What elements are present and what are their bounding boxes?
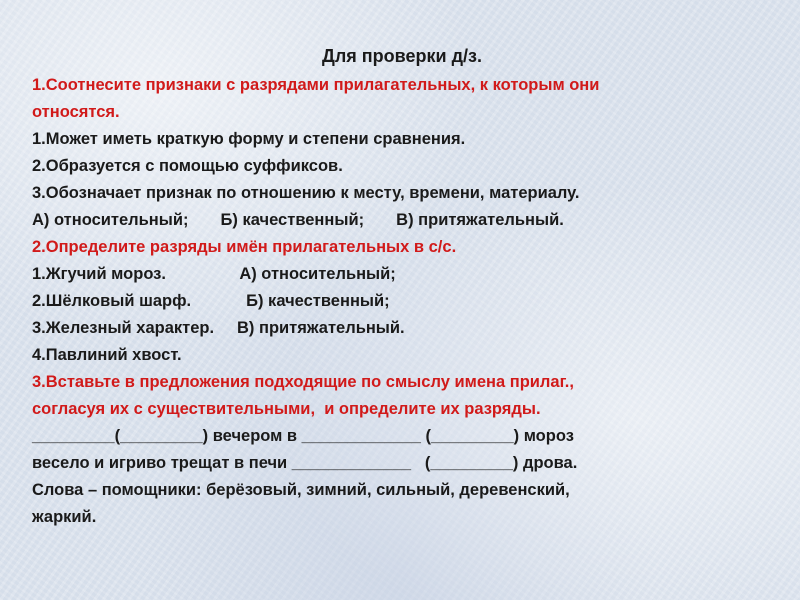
task2-heading: 2.Определите разряды имён прилагательных в с/с. [32,238,457,256]
task1-item-2: 2.Образуется с помощью суффиксов. [32,157,343,175]
slide-content [32,42,772,531]
task3-text-line1: _________(_________) вечером в _____________ (_________) мороз [32,427,574,445]
task2-row-4: 4.Павлиний хвост. [32,346,182,364]
task1-options: А) относительный; Б) качественный; В) притяжательный. [32,211,564,229]
page-title: Для проверки д/з. [322,46,482,66]
task2-row-2: 2.Шёлковый шарф. Б) качественный; [32,292,390,310]
task2-row-3: 3.Железный характер. В) притяжательный. [32,319,405,337]
task3-heading-line1: 3.Вставьте в предложения подходящие по смыслу имена прилаг., [32,373,574,391]
task3-helpers-line1: Слова – помощники: берёзовый, зимний, сильный, деревенский, [32,481,570,499]
task3-text-line2: весело и игриво трещат в печи _____________ (_________) дрова. [32,454,578,472]
task1-heading-line2: относятся. [32,103,120,121]
task1-item-3: 3.Обозначает признак по отношению к месту, времени, материалу. [32,184,580,202]
task1-heading-line1: 1.Соотнесите признаки с разрядами прилагательных, к которым они [32,76,600,94]
task3-heading-line2: согласуя их с существительными, и определите их разряды. [32,400,541,418]
task2-row-1: 1.Жгучий мороз. А) относительный; [32,265,396,283]
task1-item-1: 1.Может иметь краткую форму и степени сравнения. [32,130,466,148]
task3-helpers-line2: жаркий. [32,508,97,526]
